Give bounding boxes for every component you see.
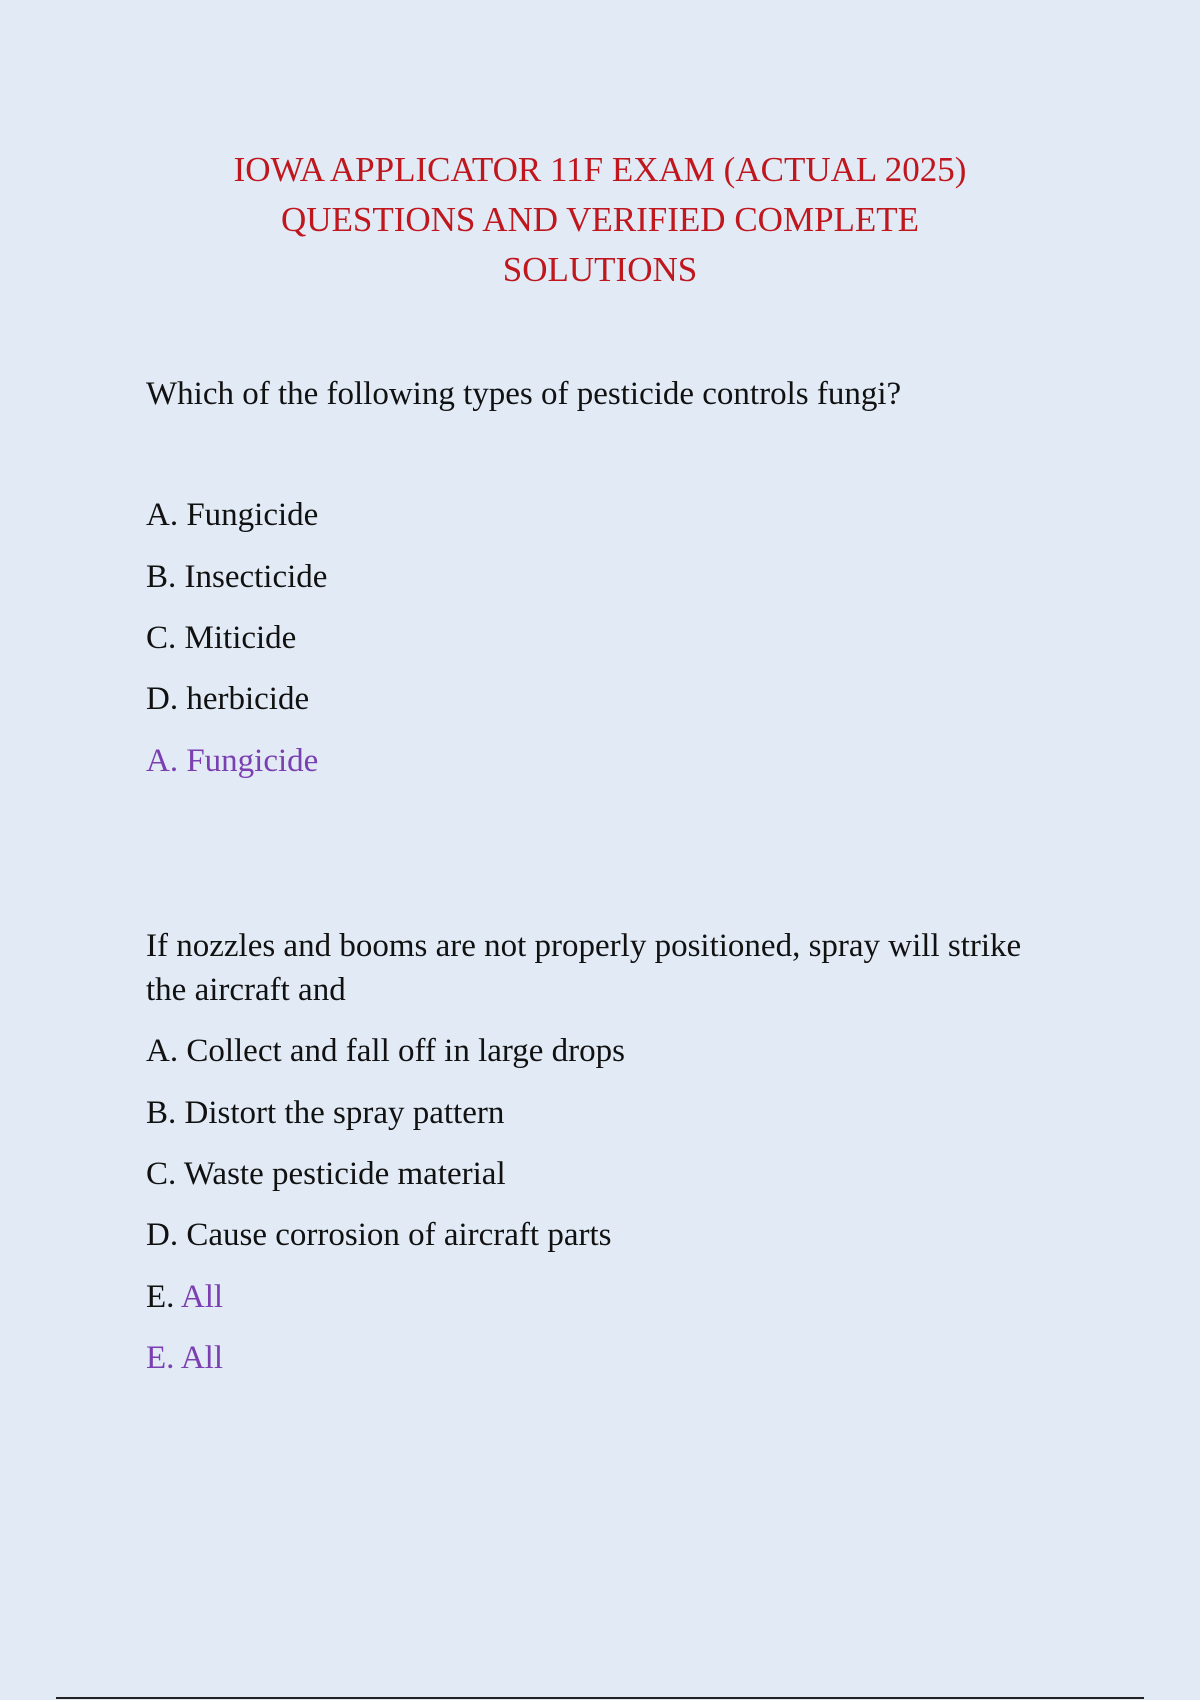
question-2-option-b: B. Distort the spray pattern (146, 1095, 505, 1131)
page-divider (56, 1697, 1144, 1699)
question-2-option-d: D. Cause corrosion of aircraft parts (146, 1217, 612, 1253)
question-2-option-a: A. Collect and fall off in large drops (146, 1033, 625, 1069)
question-2-option-e (146, 1275, 223, 1319)
question-2-option-c: C. Waste pesticide material (146, 1156, 506, 1192)
question-1-answer: A. Fungicide (146, 743, 319, 779)
title-line-2: QUESTIONS AND VERIFIED COMPLETE (280, 200, 920, 239)
question-2-option-e-text: All (180, 1279, 224, 1315)
document-title (120, 145, 1080, 295)
question-1-option-a: A. Fungicide (146, 497, 319, 533)
title-line-3: SOLUTIONS (502, 250, 698, 289)
question-2-answer: E. All (146, 1340, 224, 1376)
question-1-option-d: D. herbicide (146, 681, 310, 717)
question-2-option-e-prefix: E. (146, 1279, 175, 1315)
title-line-1: IOWA APPLICATOR 11F EXAM (ACTUAL 2025) (233, 150, 967, 189)
question-1-option-c: C. Miticide (146, 620, 297, 656)
question-2-text: If nozzles and booms are not properly positioned, spray will strike the aircraft and (146, 928, 1022, 1008)
question-1-option-b: B. Insecticide (146, 559, 328, 595)
question-1-text: Which of the following types of pesticide controls fungi? (146, 376, 902, 412)
